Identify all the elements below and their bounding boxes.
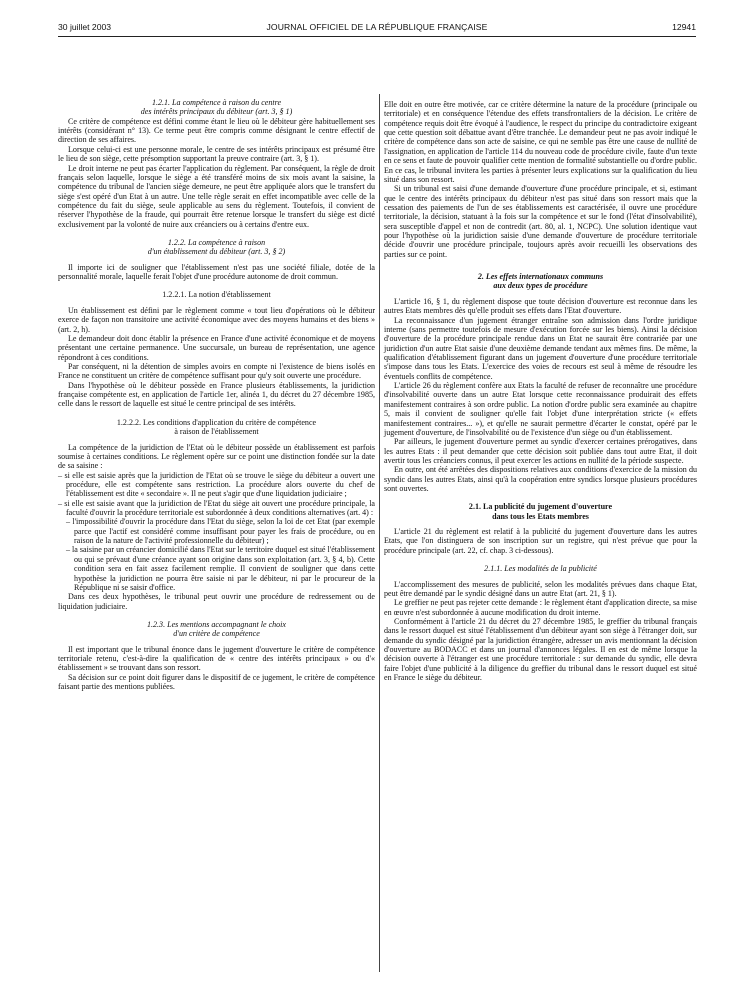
- paragraph: L'article 26 du règlement confère aux Etats la faculté de refuser de reconnaître une procédure d'insolvabilité ouverte dans un autre Etat lorsque cette reconnaissance produirait des effets manifestement contraires à son ordre public. La notion d'ordre public sera examinée au chapitre 5, mais il convient de souligner qu'elle fait l'objet d'une interprétation stricte (« effets manifestement contraires... »), et qu'elle ne saurait permettre d'écarter le constat, opéré par le jugement d'ouverture, de l'insolvabilité ou de l'existence d'un siège ou d'un établissement.: [384, 381, 697, 437]
- right-column: [384, 100, 697, 682]
- paragraph: Il est important que le tribunal énonce dans le jugement d'ouverture le critère de compétence territoriale retenu, c'est-à-dire la qualification de « centre des intérêts principaux » ou d'« établissement » se trouvant dans son ressort.: [58, 644, 375, 673]
- heading-line: 1.2.1. La compétence à raison du centre: [151, 98, 282, 107]
- heading-line: des intérêts principaux du débiteur (art. 3, § 1): [140, 107, 293, 117]
- heading-line: d'un établissement du débiteur (art. 3, § 2): [147, 247, 286, 257]
- page-number: 12941: [672, 22, 696, 32]
- section-heading-1-2-3: [58, 620, 375, 639]
- paragraph: Elle doit en outre être motivée, car ce critère détermine la nature de la procédure (principale ou territoriale) et en conséquence l'étendue des effets transfrontaliers de la décision. Le critère de compétence requis doit être évoqué à l'audience, le respect du principe du contradictoire exigeant que cette question soit débattue avant d'être tranchée. Le demandeur peut ne pas avoir indiqué le critère de compétence dans son acte de saisine, ce qui ne semble pas être une cause de nullité de l'assignation, en application de l'article 114 du nouveau code de procédure civile, faute d'un texte en ce sens et faute de pouvoir qualifier cette mention de formalité substantielle ou d'ordre public. En ce cas, le tribunal invitera les parties à présenter leurs explications sur la qualification du lieu situé dans son ressort.: [384, 100, 697, 184]
- heading-line: dans tous les Etats membres: [492, 511, 589, 521]
- heading-line: 1.2.2. La compétence à raison: [167, 238, 266, 248]
- heading-line: 2. Les effets internationaux communs: [477, 272, 604, 282]
- paragraph: Le demandeur doit donc établir la présence en France d'une activité économique et de moyens présentant une certaine permanence. Une succursale, un bureau de représentation, une agence répondront à ces conditions.: [58, 333, 375, 362]
- paragraph: Ce critère de compétence est défini comme étant le lieu où le débiteur gère habituellement ses intérêts (considérant n° 13). Ce terme peut être compris comme désignant le centre effectif de direction de ses affaires.: [58, 116, 375, 145]
- heading-line: d'un critère de compétence: [173, 629, 260, 639]
- heading-line: à raison de l'établissement: [174, 427, 259, 437]
- section-heading-1-2-1: [58, 98, 375, 117]
- section-heading-2-1: [384, 502, 697, 521]
- paragraph: Dans l'hypothèse où le débiteur possède en France plusieurs établissements, la juridiction française compétente est, en application de l'article 1er, alinéa 1, du décret du 27 décembre 1985, celle dans le ressort de laquelle est situé le centre principal de ses intérêts.: [58, 380, 375, 409]
- paragraph: Lorsque celui-ci est une personne morale, le centre de ses intérêts principaux est présumé être le lieu de son siège, cette présomption supportant la preuve contraire (art. 3, § 1).: [58, 144, 375, 164]
- section-heading-2: [384, 272, 697, 291]
- list-item: – si elle est saisie après que la juridiction de l'Etat où se trouve le siège du débiteur a ouvert une procédure, elle est compétente sans restriction. La procédure alors ouverte du chef de l'établissement est dite « secondaire ». Il ne peut s'agir que d'une liquidation judiciaire ;: [58, 470, 375, 499]
- section-heading-1-2-2-1: 1.2.2.1. La notion d'établissement: [162, 290, 271, 300]
- section-heading-1-2-2-2: [58, 418, 375, 437]
- paragraph: Si un tribunal est saisi d'une demande d'ouverture d'une procédure principale, et si, estimant que le centre des intérêts principaux du débiteur n'est pas situé dans son ressort mais que la cessation des paiements de l'un de ses établissements est caractérisée, il ouvre une procédure territoriale, la décision, statuant à la fois sur la compétence et sur le fond (l'état d'insolvabilité), sera susceptible d'appel et non de contredit (art. 80, al. 1, NCPC). Une solution identique vaut pour l'hypothèse où la juridiction saisie d'une demande d'ouverture de procédure territoriale décide d'ouvrir une procédure principale, toujours après avoir recueilli les observations des parties sur ce point.: [384, 184, 697, 259]
- journal-title: JOURNAL OFFICIEL DE LA RÉPUBLIQUE FRANÇAISE: [266, 22, 488, 32]
- paragraph: L'article 21 du règlement est relatif à la publicité du jugement d'ouverture dans les autres Etats, que l'on distinguera de son inscription sur un registre, qui n'est prévue que pour la procédure principale (art. 22, cf. chap. 3 ci-dessous).: [384, 527, 697, 555]
- paragraph: Il importe ici de souligner que l'établissement n'est pas une société filiale, dotée de la personnalité morale, laquelle ferait l'objet d'une procédure autonome de droit commun.: [58, 262, 375, 282]
- heading-line: aux deux types de procédure: [493, 281, 588, 291]
- section-heading-2-1-1: 2.1.1. Les modalités de la publicité: [484, 564, 597, 574]
- paragraph: Un établissement est défini par le règlement comme « tout lieu d'opérations où le débiteur exerce de façon non transitoire une activité économique avec des moyens humains et des biens » (art. 2, h).: [58, 305, 375, 334]
- paragraph: Le droit interne ne peut pas écarter l'application du règlement. Par conséquent, la règle de droit français selon laquelle, lorsque le siège a été transféré moins de six mois avant la saisine, la compétence du tribunal de l'ancien siège demeure, ne peut être appliquée alors que le transfert du siège s'est opéré d'un Etat à un autre. Une telle règle serait en effet incompatible avec celle de la compétence du fait du siège, seule applicable au sens du règlement. Toutefois, il convient de réserver l'hypothèse de la fraude, qui pourrait être retenue lorsque le transfert du siège est dicté exclusivement par la volonté de nuire aux créanciers ou à certains d'entre eux.: [58, 163, 375, 229]
- left-column: [58, 98, 375, 691]
- list-item: – si elle est saisie avant que la juridiction de l'Etat du siège ait ouvert une procédure principale, la faculté d'ouvrir la procédure territoriale est subordonnée à deux conditions alternatives (art. 4) :: [58, 498, 375, 518]
- paragraph: Sa décision sur ce point doit figurer dans le dispositif de ce jugement, le critère de compétence faisant partie des mentions publiées.: [58, 672, 375, 692]
- paragraph: En outre, ont été arrêtées des dispositions relatives aux conditions d'exercice de la mission du syndic dans les autres Etats, ainsi qu'à la coopération entre syndics lorsque plusieurs procédures sont ouvertes.: [384, 465, 697, 494]
- paragraph: Par conséquent, ni la détention de simples avoirs en compte ni l'existence de biens isolés en France ne constituent un critère de compétence suffisant pour qu'y soit ouverte une procédure.: [58, 361, 375, 381]
- heading-line: 1.2.2.2. Les conditions d'application du critère de compétence: [116, 417, 317, 427]
- heading-line: 1.2.3. Les mentions accompagnant le choix: [146, 619, 286, 629]
- heading-line: 2.1. La publicité du jugement d'ouverture: [468, 502, 613, 512]
- section-heading-1-2-2: [58, 238, 375, 257]
- column-divider: [379, 94, 380, 972]
- page-header: [58, 22, 696, 37]
- paragraph: Conformément à l'article 21 du décret du 27 décembre 1985, le greffier du tribunal français dans le ressort duquel est situé l'établissement d'un débiteur ayant son siège à l'étranger doit, sur demande du syndic désigné par la juridiction étrangère, adresser un avis mentionnant la décision d'ouverture au BODACC et dans un journal d'annonces légales. Il en est de même lorsque la décision ouverte à l'étranger est une procédure territoriale : sur demande du syndic, elle devra faire l'objet d'une publicité à la diligence du greffier du tribunal dans le ressort duquel est situé en France le siège du débiteur.: [384, 616, 697, 683]
- paragraph: L'accomplissement des mesures de publicité, selon les modalités prévues dans chaque Etat, peut être demandé par le syndic désigné dans un autre Etat (art. 21, § 1).: [384, 579, 697, 598]
- paragraph: La reconnaissance d'un jugement étranger entraîne son admission dans l'ordre juridique interne (sans permettre toutefois de mesure d'exécution forcée sur les biens). Ainsi la décision d'ouverture de la procédure principale rendue dans un Etat ne saurait être contrariée par une juridiction d'un autre Etat saisie d'une deuxième demande tendant aux mêmes fins. De même, la qualification d'établissement figurant dans un jugement d'ouverture d'une procédure territoriale s'impose dans tous les Etats. L'exercice des voies de recours est seul à même de résoudre les éventuels conflits de compétence.: [384, 315, 697, 381]
- issue-date: 30 juillet 2003: [58, 22, 112, 32]
- paragraph: La compétence de la juridiction de l'Etat où le débiteur possède un établissement est parfois soumise à certaines conditions. Le règlement opère sur ce point une distinction fondée sur la date de sa saisine :: [58, 442, 375, 471]
- paragraph: L'article 16, § 1, du règlement dispose que toute décision d'ouverture est reconnue dans les autres Etats membres dès qu'elle produit ses effets dans l'Etat d'ouverture.: [384, 296, 697, 316]
- list-item: – la saisine par un créancier domicilié dans l'Etat sur le territoire duquel est situé l'établissement ou qui se prévaut d'une créance ayant son origine dans son exploitation (art. 3, § 4, b). Cette condition sera en fait assez facilement remplie. Il convient de souligner que dans cette hypothèse la juridiction ne pourra être saisie ni par le débiteur, ni par le procureur de la République ni se saisir d'office.: [66, 545, 375, 592]
- paragraph: Par ailleurs, le jugement d'ouverture permet au syndic d'exercer certaines prérogatives, dans les autres Etats : il peut demander que cette décision soit publiée dans tout autre Etat, il doit avertir tous les créanciers connus, il peut exercer les actions en nullité de la période suspecte.: [384, 437, 697, 465]
- list-item: – l'impossibilité d'ouvrir la procédure dans l'Etat du siège, selon la loi de cet Etat (par exemple parce que l'actif est considéré comme insuffisant pour payer les frais de procédure, ou en raison de la nature de l'activité professionnelle du débiteur) ;: [66, 517, 375, 546]
- paragraph: Le greffier ne peut pas rejeter cette demande : le règlement étant d'application directe, sa mise en œuvre n'est subordonnée à aucune modification du droit interne.: [384, 598, 697, 617]
- paragraph: Dans ces deux hypothèses, le tribunal peut ouvrir une procédure de redressement ou de liquidation judiciaire.: [58, 592, 375, 611]
